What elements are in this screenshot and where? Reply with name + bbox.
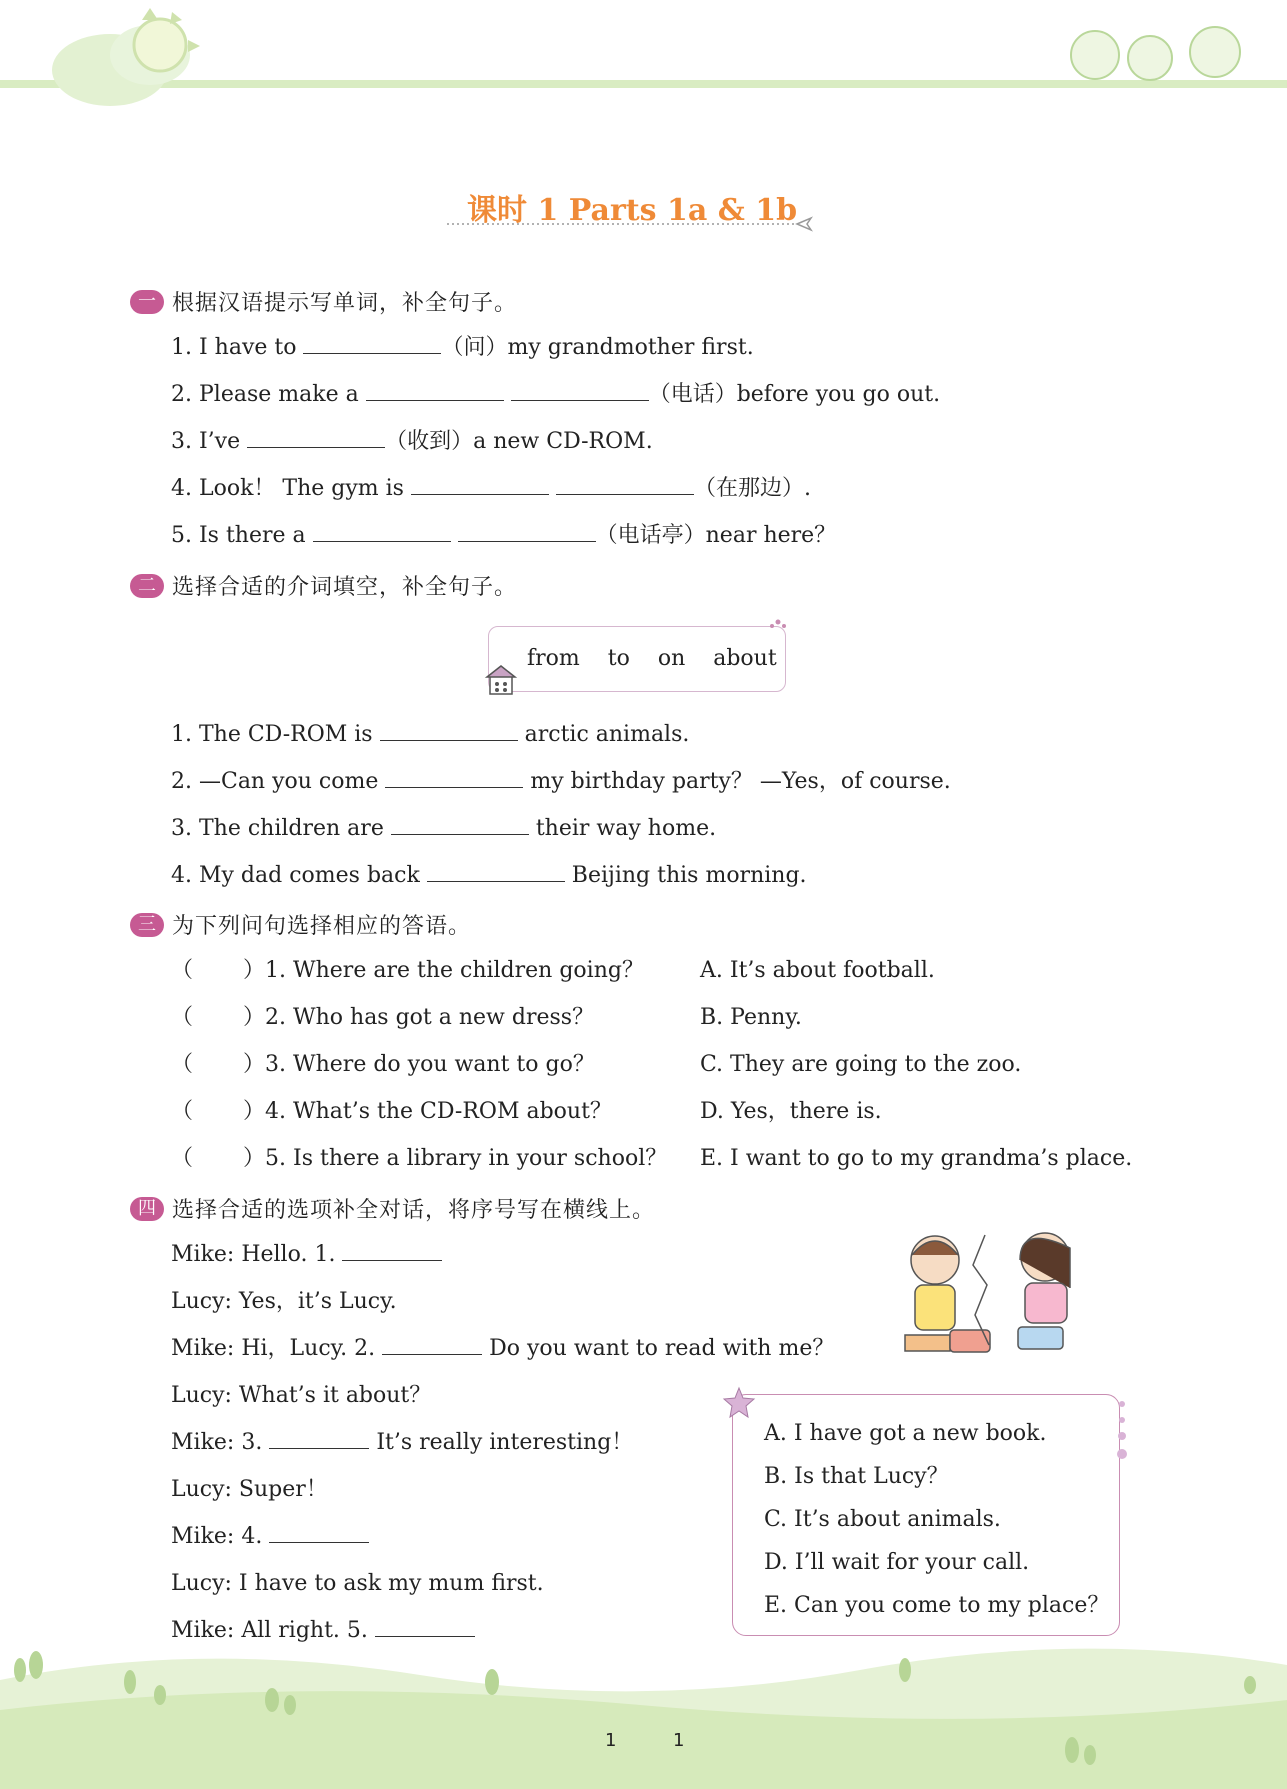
option-a: A. I have got a new book. <box>764 1421 1047 1446</box>
word-option: about <box>713 646 777 671</box>
answer-blank[interactable] <box>366 382 504 401</box>
word-option: on <box>657 646 686 671</box>
answer-blank[interactable] <box>193 1100 243 1118</box>
s3-answer-c: C. They are going to the zoo. <box>700 1052 1022 1077</box>
s3-answer-d: D. Yes，there is. <box>700 1099 882 1124</box>
section-badge: 一 <box>130 290 164 314</box>
s3-question-2: （ ）2. Who has got a new dress？ <box>171 1005 595 1030</box>
word-option: to <box>607 646 630 671</box>
dialogue-line-4: Lucy: What’s it about？ <box>171 1383 432 1408</box>
dialogue-line-1: Mike: Hello. 1. <box>171 1241 442 1269</box>
s3-question-1: （ ）1. Where are the children going？ <box>171 958 644 983</box>
word-option: from <box>527 646 580 671</box>
s3-answer-a: A. It’s about football. <box>700 958 935 983</box>
star-icon <box>722 1386 756 1420</box>
s1-item-1: 1. I have to （问）my grandmother first. <box>171 335 754 360</box>
answer-blank[interactable] <box>193 1006 243 1024</box>
answer-blank[interactable] <box>511 382 649 401</box>
answer-blank[interactable] <box>193 1053 243 1071</box>
dialogue-line-3: Mike: Hi，Lucy. 2. Do you want to read with me？ <box>171 1336 835 1361</box>
answer-blank[interactable] <box>411 476 549 495</box>
dialogue-line-8: Lucy: I have to ask my mum first. <box>171 1571 544 1596</box>
s3-answer-e: E. I want to go to my grandma’s place. <box>700 1146 1133 1171</box>
animals-illustration <box>1071 27 1240 80</box>
page-title: 课时 1 Parts 1a & 1b <box>467 193 798 228</box>
word-bank <box>488 626 786 692</box>
dialogue-line-5: Mike: 3. It’s really interesting！ <box>171 1430 634 1455</box>
answer-blank[interactable] <box>193 959 243 977</box>
dialogue-line-2: Lucy: Yes，it’s Lucy. <box>171 1289 397 1314</box>
option-e: E. Can you come to my place？ <box>764 1593 1110 1618</box>
answer-blank[interactable] <box>313 523 451 542</box>
sparkle-icon <box>766 616 790 634</box>
s3-question-3: （ ）3. Where do you want to go？ <box>171 1052 595 1077</box>
s3-question-4: （ ）4. What’s the CD-ROM about？ <box>171 1099 612 1124</box>
answer-blank[interactable] <box>269 1524 369 1543</box>
phone-call-illustration <box>890 1225 1100 1370</box>
section-2-heading: 二 选择合适的介词填空，补全句子。 <box>130 570 517 601</box>
answer-blank[interactable] <box>458 523 596 542</box>
option-b: B. Is that Lucy？ <box>764 1464 949 1489</box>
answer-blank[interactable] <box>342 1242 442 1261</box>
s1-item-5: 5. Is there a （电话亭）near here？ <box>171 523 837 548</box>
option-d: D. I’ll wait for your call. <box>764 1550 1030 1575</box>
answer-blank[interactable] <box>382 1336 482 1355</box>
section-badge: 四 <box>130 1197 164 1221</box>
dialogue-line-7: Mike: 4. <box>171 1523 369 1551</box>
footer-landscape <box>0 1620 1287 1789</box>
house-icon <box>482 664 526 698</box>
s2-item-2: 2. —Can you come my birthday party？ —Yes，of course. <box>171 769 951 794</box>
s3-answer-b: B. Penny. <box>700 1005 802 1030</box>
title-underline <box>445 212 825 232</box>
s1-item-3: 3. I’ve （收到）a new CD-ROM. <box>171 429 653 454</box>
s1-item-4: 4. Look！ The gym is （在那边）. <box>171 476 811 501</box>
answer-blank[interactable] <box>193 1147 243 1165</box>
answer-blank[interactable] <box>427 863 565 882</box>
section-4-heading: 四 选择合适的选项补全对话，将序号写在横线上。 <box>130 1193 655 1224</box>
answer-blank[interactable] <box>380 722 518 741</box>
page-number-left: 1 <box>605 1730 617 1751</box>
s2-item-3: 3. The children are their way home. <box>171 816 717 841</box>
dialogue-line-6: Lucy: Super！ <box>171 1477 328 1502</box>
s2-item-4: 4. My dad comes back Beijing this morning. <box>171 863 807 888</box>
section-badge: 二 <box>130 574 164 598</box>
answer-blank[interactable] <box>269 1430 369 1449</box>
header-decoration <box>0 0 1287 120</box>
s2-item-1: 1. The CD-ROM is arctic animals. <box>171 722 690 747</box>
answer-blank[interactable] <box>247 429 385 448</box>
page-number-right: 1 <box>673 1730 685 1751</box>
answer-blank[interactable] <box>556 476 694 495</box>
section-3-heading: 三 为下列问句选择相应的答语。 <box>130 909 471 940</box>
dialogue-line-9: Mike: All right. 5. <box>171 1617 475 1645</box>
answer-blank[interactable] <box>391 816 529 835</box>
dots-decoration <box>1112 1394 1132 1474</box>
option-c: C. It’s about animals. <box>764 1507 1001 1532</box>
section-badge: 三 <box>130 913 164 937</box>
answer-blank[interactable] <box>303 335 441 354</box>
s3-question-5: （ ）5. Is there a library in your school？ <box>171 1146 668 1171</box>
section-1-heading: 一 根据汉语提示写单词，补全句子。 <box>130 286 517 317</box>
answer-blank[interactable] <box>385 769 523 788</box>
s1-item-2: 2. Please make a （电话）before you go out. <box>171 382 941 407</box>
